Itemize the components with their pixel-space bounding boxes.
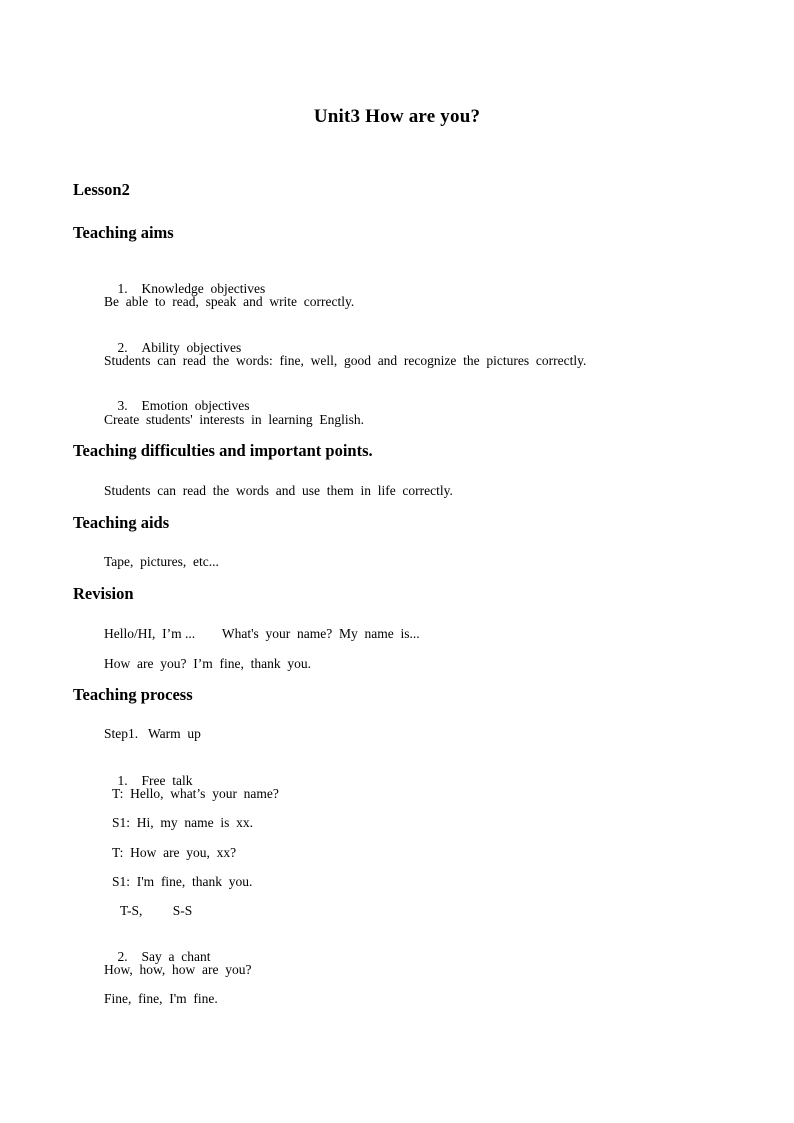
aims-item-1-number: 1. bbox=[117, 281, 128, 296]
teaching-aids-text: Tape, pictures, etc... bbox=[104, 554, 219, 569]
process-item-2-label: Say a chant bbox=[141, 949, 211, 964]
teaching-process-heading: Teaching process bbox=[73, 685, 193, 704]
aims-item-3-label: Emotion objectives bbox=[141, 398, 250, 413]
chant-line: How, how, how are you? bbox=[104, 962, 252, 977]
aims-item-2-number: 2. bbox=[117, 340, 128, 355]
difficulties-heading: Teaching difficulties and important points. bbox=[73, 441, 373, 460]
aims-item-2-text: Students can read the words: fine, well, good and recognize the pictures correctly. bbox=[104, 353, 587, 368]
page-title: Unit3 How are you? bbox=[313, 106, 481, 127]
chant-line: Fine, fine, I'm fine. bbox=[104, 991, 218, 1006]
dialogue-line: T: Hello, what’s your name? bbox=[112, 786, 279, 801]
pair-practice-line: T-S, S-S bbox=[120, 903, 193, 918]
dialogue-line: S1: I'm fine, thank you. bbox=[112, 874, 253, 889]
difficulties-text: Students can read the words and use them in life correctly. bbox=[104, 483, 453, 498]
step-1-heading: Step1. Warm up bbox=[104, 726, 201, 741]
lesson-heading: Lesson2 bbox=[73, 180, 130, 199]
teaching-aims-heading: Teaching aims bbox=[73, 223, 174, 242]
process-item-2-number: 2. bbox=[117, 949, 128, 964]
process-item-1-label: Free talk bbox=[141, 773, 193, 788]
aims-item-2-label: Ability objectives bbox=[141, 340, 242, 355]
dialogue-line: S1: Hi, my name is xx. bbox=[112, 815, 253, 830]
aims-item-1-text: Be able to read, speak and write correctly. bbox=[104, 294, 355, 309]
dialogue-line: T: How are you, xx? bbox=[112, 845, 237, 860]
teaching-aids-heading: Teaching aids bbox=[73, 513, 170, 532]
aims-item-3-number: 3. bbox=[117, 398, 128, 413]
revision-line-1: Hello/HI, I’m ... What's your name? My name is... bbox=[104, 626, 420, 641]
aims-item-3-text: Create students' interests in learning English. bbox=[104, 412, 365, 427]
revision-heading: Revision bbox=[73, 584, 134, 603]
process-item-1-number: 1. bbox=[117, 773, 128, 788]
revision-line-2: How are you? I’m fine, thank you. bbox=[104, 656, 311, 671]
aims-item-1-label: Knowledge objectives bbox=[141, 281, 266, 296]
